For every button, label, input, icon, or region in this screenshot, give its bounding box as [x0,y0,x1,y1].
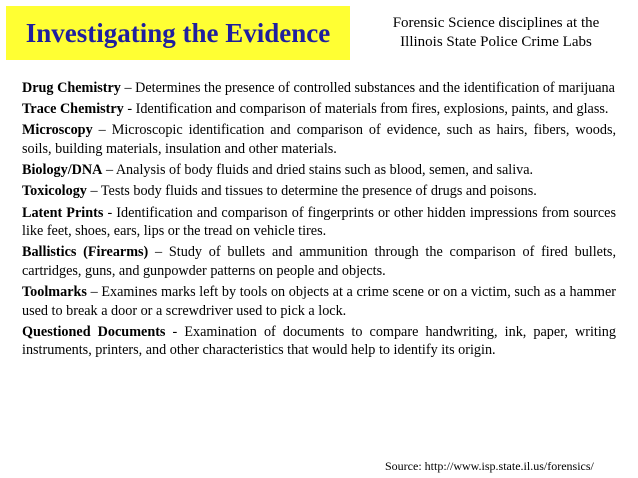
discipline-entry [22,243,616,280]
title-banner [6,6,350,60]
discipline-entry [22,161,616,180]
subtitle-line-1: Forensic Science disciplines at the [392,15,600,31]
subtitle-line-2: Illinois State Police Crime Labs [400,34,592,50]
source-citation: Source: http://www.isp.state.il.us/forensics/ [385,459,594,473]
discipline-entry [22,204,616,241]
discipline-description: Study of bullets and ammunition through the comparison of fired bullets, cartridges, guns, and gunpowder patterns on people and objects. [22,244,616,279]
discipline-term: Toxicology [22,183,87,200]
discipline-separator: – [120,80,136,96]
discipline-description: Examines marks left by tools on objects at a crime scene or on a victim, such as a hammer used to break a door or a screwdriver used to pick a lock. [22,284,616,319]
discipline-entry [22,79,616,98]
discipline-separator: - [165,323,185,340]
discipline-entry [22,121,616,158]
discipline-term: Drug Chemistry [22,80,121,96]
discipline-entry [22,100,616,119]
discipline-separator: – [92,122,112,139]
subtitle [362,14,630,52]
discipline-description: Microscopic identification and comparison of evidence, such as hairs, fibers, woods, soils, building materials, insulation and other materials. [22,122,617,157]
discipline-separator: – [86,284,102,301]
discipline-term: Ballistics (Firearms) [22,244,149,261]
discipline-term: Questioned Documents [22,323,166,340]
discipline-separator: - [103,204,117,221]
discipline-separator: - [123,101,136,118]
discipline-term: Trace Chemistry [22,101,124,118]
discipline-separator: – [148,244,169,261]
discipline-separator: – [86,183,101,200]
discipline-term: Microscopy [22,122,93,139]
discipline-description: Identification and comparison of materials from fires, explosions, paints, and glass. [135,101,609,118]
discipline-description: Identification and comparison of fingerprints or other hidden impressions from sources like feet, shoes, ears, lips or the tread on vehicle tires. [22,204,616,240]
discipline-term: Latent Prints [22,204,104,221]
discipline-separator: – [102,162,116,179]
discipline-description: Determines the presence of controlled substances and the identification of marijuana [135,80,615,96]
discipline-list [22,79,616,363]
discipline-term: Toolmarks [22,284,87,301]
discipline-description: Examination of documents to compare handwriting, ink, paper, writing instruments, printers, and other characteristics that would help to identify its origin. [22,323,616,359]
discipline-entry [22,182,616,201]
discipline-entry [22,283,616,320]
discipline-description: Tests body fluids and tissues to determine the presence of drugs and poisons. [100,183,537,200]
page-title: Investigating the Evidence [25,17,331,48]
discipline-entry [22,323,616,360]
discipline-description: Analysis of body fluids and dried stains such as blood, semen, and saliva. [115,162,534,179]
discipline-term: Biology/DNA [22,162,103,179]
